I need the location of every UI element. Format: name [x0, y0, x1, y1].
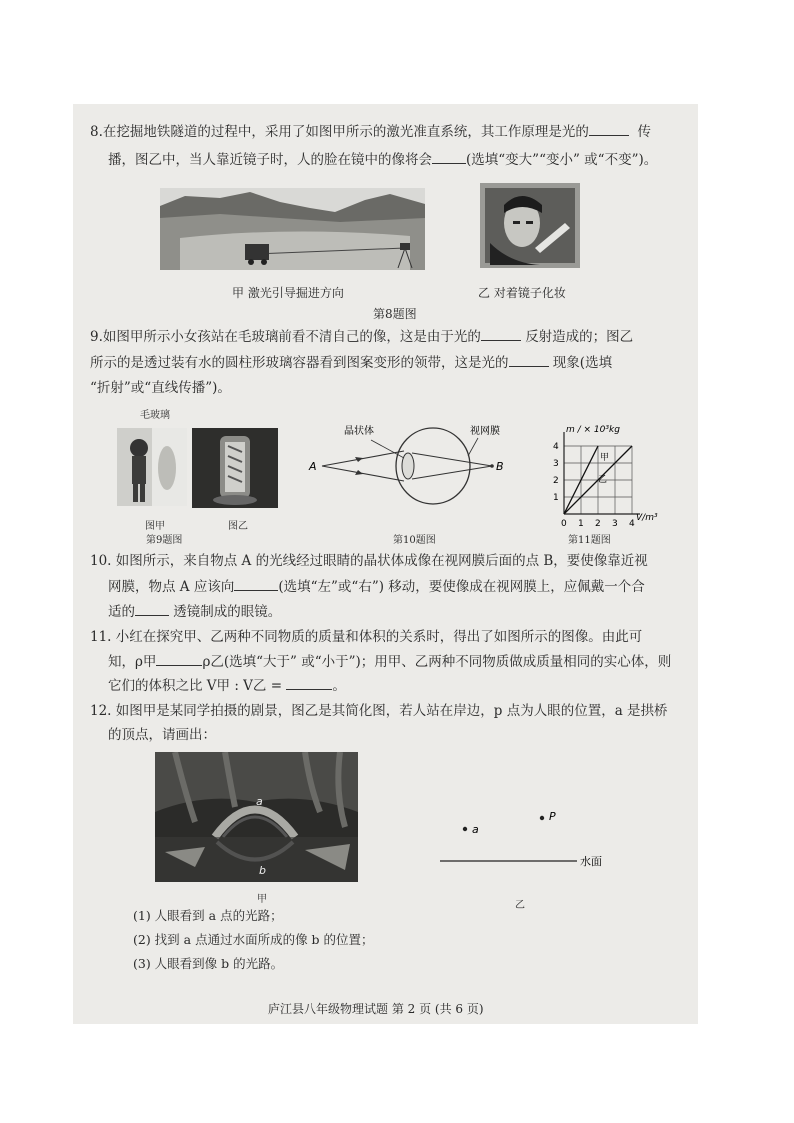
fig8-title: 第8题图 — [373, 307, 417, 321]
retina-label: 视网膜 — [470, 426, 500, 437]
chart-y-tick-label: 3 — [553, 459, 559, 469]
chart-x-tick-label: 1 — [578, 519, 584, 528]
retina-pointer — [468, 438, 478, 456]
chart-x-label: V/m³ — [636, 513, 658, 523]
tunnel-laser-image — [160, 188, 425, 270]
lens-pointer — [371, 440, 404, 458]
q8-text-1b: 传 — [637, 124, 651, 140]
q8-text-2b: (选填“变大”“变小” 或“不变”)。 — [466, 152, 658, 168]
q11-blank-2 — [286, 675, 332, 690]
point-b — [490, 464, 494, 468]
chart-x-tick-label: 3 — [612, 519, 618, 528]
bridge-scene-image — [155, 752, 358, 882]
q10-text-2a: 网膜，物点 A 应该向 — [108, 579, 235, 595]
cylinder-container-image — [192, 428, 278, 508]
ray-upper-1 — [322, 451, 404, 466]
fig9-jia-caption: 图甲 — [145, 521, 165, 532]
chart-series-label-1: 乙 — [598, 475, 608, 485]
q12-line1: 12. 如图甲是某同学拍摄的剧景，图乙是其简化图，若人站在岸边，p 点为人眼的位置，a 是拱桥 — [90, 703, 668, 719]
q9-line3: “折射”或“直线传播”)。 — [90, 380, 231, 396]
water-surface-label: 水面 — [580, 855, 602, 868]
q11-text-2a: 知，ρ甲 — [108, 654, 157, 670]
q10-blank-2 — [135, 601, 169, 616]
q8-line1 — [90, 121, 651, 143]
fig8-jia-caption: 甲 激光引导掘进方向 — [232, 286, 344, 300]
chart-series-label-0: 甲 — [600, 453, 610, 463]
fig8-yi-caption: 乙 对着镜子化妆 — [478, 286, 566, 300]
q10-text-3b: 透镜制成的眼镜。 — [173, 604, 282, 620]
q10-text-3a: 适的 — [108, 604, 135, 620]
q10-blank-1 — [234, 576, 278, 591]
page-footer: 庐江县八年级物理试题 第 2 页 (共 6 页) — [268, 1002, 484, 1016]
point-b-label: B — [496, 460, 504, 473]
q9-text-1a: 9.如图甲所示小女孩站在毛玻璃前看不清自己的像，这是由于光的 — [90, 329, 481, 345]
chart-x-tick-label: 4 — [629, 519, 635, 528]
eye-diagram — [308, 420, 523, 520]
q11-line1: 11. 小红在探究甲、乙两种不同物质的质量和体积的关系时，得出了如图所示的图像。由此可 — [90, 629, 643, 645]
q10-line2 — [108, 576, 645, 598]
q11-blank-1 — [156, 651, 202, 666]
chart-x-tick-label: 2 — [595, 519, 601, 528]
q10-line1: 10. 如图所示，来自物点 A 的光线经过眼睛的晶状体成像在视网膜后面的点 B，要使像靠近视 — [90, 553, 648, 569]
frosted-glass-label: 毛玻璃 — [140, 410, 170, 421]
q11-text-2b: ρ乙(选填“大于” 或“小于”)；用甲、乙两种不同物质做成质量相同的实心体，则 — [202, 654, 672, 670]
q8-text-1a: 8.在挖掘地铁隧道的过程中，采用了如图甲所示的激光准直系统，其工作原理是光的 — [90, 124, 589, 140]
q9-blank-2 — [509, 352, 549, 367]
fig9-title: 第9题图 — [146, 535, 183, 546]
q9-text-2b: 现象(选填 — [552, 355, 613, 371]
q10-line3 — [108, 601, 281, 623]
point-p-dot — [540, 816, 544, 820]
q9-text-1b: 反射造成的；图乙 — [525, 329, 634, 345]
point-a-label: A — [309, 460, 317, 473]
ray-lower-1 — [322, 466, 404, 481]
q9-line1 — [90, 326, 633, 348]
chart-y-label: m / × 10³kg — [566, 425, 620, 435]
q8-text-2: 播，图乙中，当人靠近镜子时，人的脸在镜中的像将会 — [108, 152, 432, 168]
q9-line2 — [90, 352, 612, 374]
fig9-yi-caption: 图乙 — [228, 521, 248, 532]
q9-text-2a: 所示的是透过装有水的圆柱形玻璃容器看到图案变形的领带，这是光的 — [90, 355, 509, 371]
photo-point-b: b — [259, 864, 266, 877]
girl-frosted-glass-image — [117, 428, 187, 506]
q8-blank-2 — [432, 149, 466, 164]
chart-x-tick-label: 0 — [561, 519, 567, 528]
q8-blank-1 — [589, 121, 629, 136]
fig11-title: 第11题图 — [568, 535, 611, 546]
point-a-label-simple: a — [472, 823, 479, 836]
q12-sub1: (1) 人眼看到 a 点的光路； — [133, 908, 283, 923]
point-p-label: P — [549, 810, 556, 823]
q12-sub3: (3) 人眼看到像 b 的光路。 — [133, 956, 284, 971]
ray-upper-2 — [412, 453, 492, 466]
chart-y-tick-label: 1 — [553, 493, 559, 503]
photo-point-a: a — [256, 795, 263, 808]
q12-line2: 的顶点，请画出： — [108, 727, 216, 743]
lens-label: 晶状体 — [344, 426, 374, 437]
fig12-jia-caption: 甲 — [257, 894, 267, 905]
mass-volume-chart — [538, 420, 668, 528]
q9-blank-1 — [481, 326, 521, 341]
q11-line3 — [108, 675, 346, 697]
fig12-yi-caption: 乙 — [515, 900, 525, 911]
simplified-diagram — [435, 805, 625, 880]
mirror-makeup-image — [480, 183, 580, 268]
chart-y-tick-label: 2 — [553, 476, 559, 486]
q11-text-3a: 它们的体积之比 V甲 : V乙 = — [108, 678, 283, 694]
q10-text-2b: (选填“左”或“右”) 移动，要使像成在视网膜上，应佩戴一个合 — [278, 579, 645, 595]
q11-line2 — [108, 651, 671, 673]
lens — [402, 453, 414, 479]
q12-sub2: (2) 找到 a 点通过水面所成的像 b 的位置； — [133, 932, 374, 947]
point-a-dot — [463, 827, 467, 831]
chart-y-tick-label: 4 — [553, 442, 559, 452]
q11-text-3b: 。 — [332, 678, 346, 694]
fig10-title: 第10题图 — [393, 535, 436, 546]
q8-line2 — [108, 149, 657, 171]
ray-lower-2 — [412, 466, 492, 479]
